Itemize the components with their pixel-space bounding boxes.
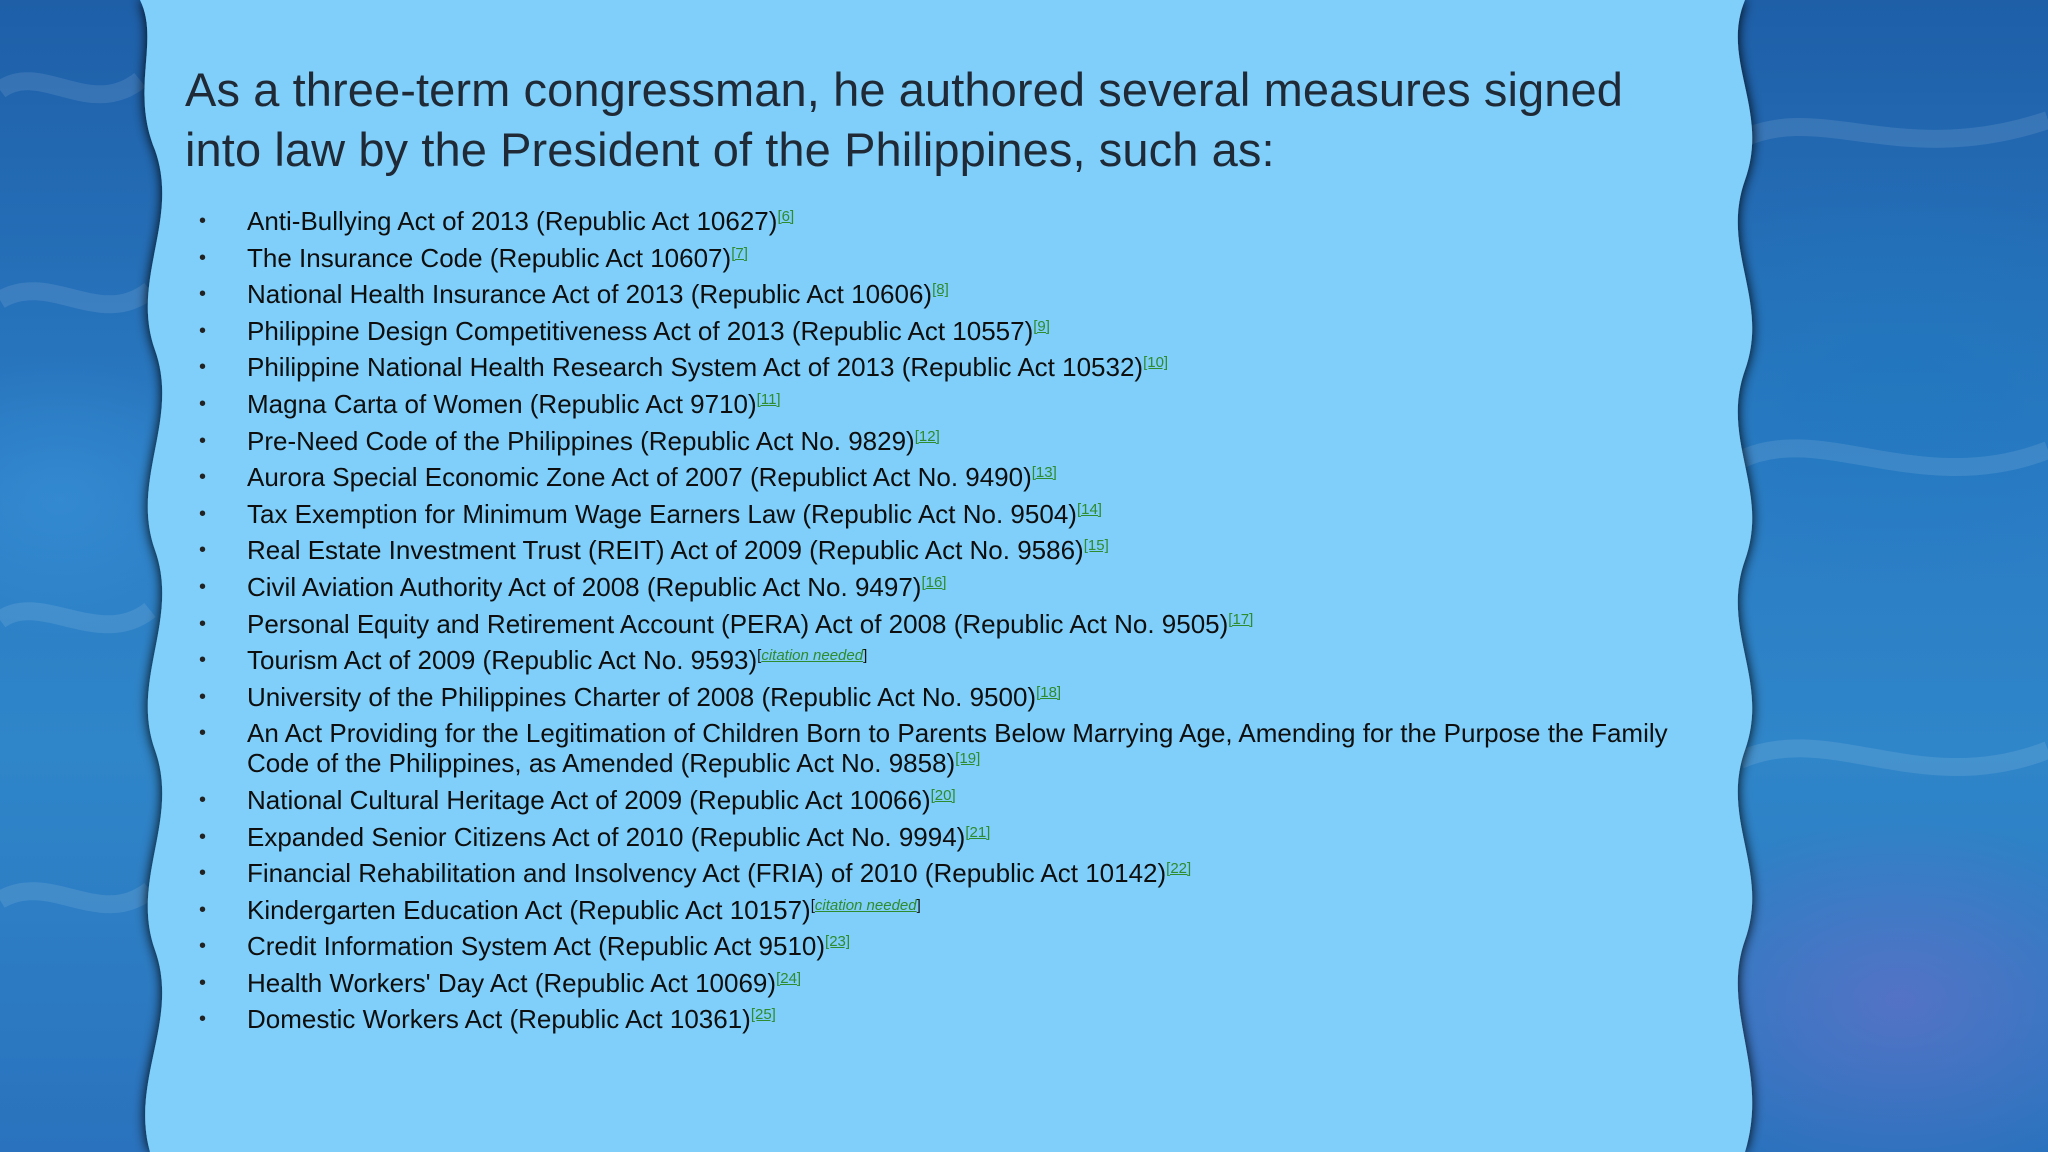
citation-bracket-close: ] [916, 896, 921, 914]
law-title: Credit Information System Act (Republic Act 9510) [247, 931, 826, 962]
law-title: Pre-Need Code of the Philippines (Republic Act No. 9829) [247, 425, 915, 456]
slide-content [185, 60, 1705, 1041]
law-title: Expanded Senior Citizens Act of 2010 (Republic Act No. 9994) [247, 821, 966, 852]
citation-link[interactable]: [18] [1036, 683, 1062, 701]
law-list-item [185, 931, 1705, 961]
law-title: Tourism Act of 2009 (Republic Act No. 9593) [247, 645, 758, 676]
bullet-icon: • [199, 502, 207, 525]
law-list-item [185, 572, 1705, 602]
law-list-item [185, 1004, 1705, 1034]
citation-link[interactable]: [21] [965, 823, 991, 841]
bullet-icon: • [199, 356, 207, 379]
bullet-icon: • [199, 539, 207, 562]
citation-link[interactable]: [9] [1033, 317, 1050, 335]
law-title: Kindergarten Education Act (Republic Act 10157) [247, 894, 811, 925]
law-list-item [185, 968, 1705, 998]
law-list-item [185, 316, 1705, 346]
law-list-item [185, 785, 1705, 815]
bullet-icon: • [199, 210, 207, 232]
bullet-icon: • [199, 429, 207, 452]
bullet-icon: • [199, 722, 207, 745]
law-title: National Health Insurance Act of 2013 (Republic Act 10606) [247, 279, 933, 310]
law-list-item [185, 279, 1705, 309]
citation-bracket-open: [ [757, 647, 762, 665]
slide-title: As a three-term congressman, he authored several measures signed into law by the President of the Philippines, such as: [185, 63, 1624, 176]
law-list-item [185, 426, 1705, 456]
law-list-item [185, 895, 1705, 925]
bullet-icon: • [199, 466, 207, 489]
bullet-icon: • [199, 862, 207, 885]
bullet-icon: • [199, 935, 207, 958]
law-list-item [185, 499, 1705, 529]
bullet-icon: • [199, 971, 207, 994]
law-list-item [185, 609, 1705, 639]
bullet-icon: • [199, 283, 207, 306]
law-list-item [185, 535, 1705, 565]
citation-link[interactable]: [22] [1166, 860, 1192, 878]
law-title: Anti-Bullying Act of 2013 (Republic Act 10627) [247, 206, 778, 236]
bullet-icon: • [199, 392, 207, 415]
citation-link[interactable]: [11] [756, 390, 781, 408]
law-title: Health Workers' Day Act (Republic Act 10069) [247, 967, 777, 998]
law-list-item [185, 822, 1705, 852]
law-list-item [185, 858, 1705, 888]
citation-link[interactable]: [8] [932, 281, 949, 299]
citation-needed-link[interactable]: citation needed [761, 647, 864, 665]
citation-link[interactable]: [7] [731, 244, 748, 262]
law-list-item [185, 462, 1705, 492]
law-list-item [185, 352, 1705, 382]
bullet-icon: • [199, 825, 207, 848]
law-list-item [185, 206, 1705, 236]
law-title: Philippine Design Competitiveness Act of 2013 (Republic Act 10557) [247, 315, 1034, 346]
law-list [185, 206, 1705, 1034]
law-title: Magna Carta of Women (Republic Act 9710) [247, 388, 757, 419]
law-list-item [185, 718, 1705, 778]
law-title: University of the Philippines Charter of 2008 (Republic Act No. 9500) [247, 681, 1037, 712]
law-title: Aurora Special Economic Zone Act of 2007 (Republict Act No. 9490) [247, 462, 1032, 493]
citation-link[interactable]: [16] [921, 573, 947, 591]
citation-link[interactable]: [12] [914, 427, 940, 445]
bullet-icon: • [199, 575, 207, 598]
law-title: Personal Equity and Retirement Account (PERA) Act of 2008 (Republic Act No. 9505) [247, 608, 1229, 639]
law-title: Financial Rehabilitation and Insolvency Act (FRIA) of 2010 (Republic Act 10142) [247, 858, 1167, 889]
bullet-icon: • [199, 319, 207, 342]
citation-link[interactable]: [19] [955, 750, 981, 768]
bullet-icon: • [199, 788, 207, 811]
bullet-icon: • [199, 898, 207, 921]
law-title: National Cultural Heritage Act of 2009 (Republic Act 10066) [247, 784, 931, 815]
citation-link[interactable]: [10] [1143, 354, 1169, 372]
citation-link[interactable]: [13] [1031, 464, 1057, 482]
citation-link[interactable]: [15] [1083, 537, 1109, 555]
bullet-icon: • [199, 649, 207, 672]
bullet-icon: • [199, 612, 207, 635]
bullet-icon: • [199, 685, 207, 708]
law-title: Civil Aviation Authority Act of 2008 (Republic Act No. 9497) [247, 571, 922, 602]
law-title: Real Estate Investment Trust (REIT) Act of 2009 (Republic Act No. 9586) [247, 535, 1084, 566]
citation-link[interactable]: [14] [1076, 500, 1102, 518]
citation-bracket-open: [ [810, 896, 815, 914]
citation-link[interactable]: [17] [1228, 610, 1254, 628]
citation-link[interactable]: [24] [776, 969, 802, 987]
law-title: Tax Exemption for Minimum Wage Earners Law (Republic Act No. 9504) [247, 498, 1077, 529]
citation-needed-link[interactable]: citation needed [814, 896, 917, 914]
citation-link[interactable]: [20] [930, 786, 956, 804]
bullet-icon: • [199, 1008, 207, 1031]
law-title: An Act Providing for the Legitimation of Children Born to Parents Below Marrying Age, Amending for the Purpose the Family Code of the Philippines, as Amended (Republic Act No. 9858) [247, 718, 1668, 779]
law-title: Philippine National Health Research System Act of 2013 (Republic Act 10532) [247, 352, 1144, 383]
law-title: Domestic Workers Act (Republic Act 10361) [247, 1004, 751, 1035]
law-list-item [185, 645, 1705, 675]
law-list-item [185, 389, 1705, 419]
citation-bracket-close: ] [863, 647, 868, 665]
bullet-icon: • [199, 246, 207, 269]
citation-link[interactable]: [6] [777, 208, 795, 225]
law-list-item [185, 243, 1705, 273]
citation-link[interactable]: [25] [750, 1006, 776, 1024]
law-list-item [185, 682, 1705, 712]
law-title: The Insurance Code (Republic Act 10607) [247, 242, 732, 273]
citation-link[interactable]: [23] [825, 933, 851, 951]
